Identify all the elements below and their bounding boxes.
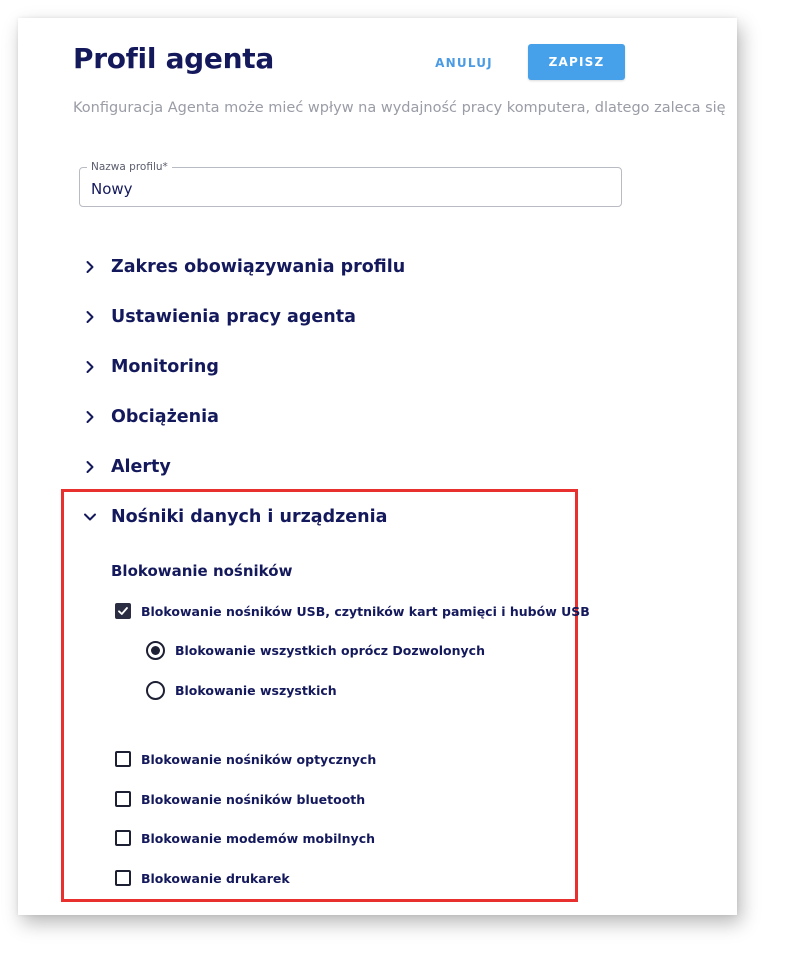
section-alerts[interactable] — [83, 452, 171, 482]
bluetooth-blocking-label: Blokowanie nośników bluetooth — [141, 791, 366, 807]
save-button[interactable]: ZAPISZ — [528, 44, 625, 80]
radio-block-all-except-allowed[interactable] — [146, 641, 485, 660]
usb-blocking-checkbox[interactable] — [115, 603, 590, 619]
section-label: Monitoring — [111, 357, 219, 377]
chevron-right-icon — [83, 410, 97, 424]
checkbox[interactable] — [115, 791, 131, 807]
optical-blocking-checkbox[interactable] — [115, 751, 376, 767]
agent-profile-panel — [18, 18, 737, 915]
profile-name-field[interactable] — [79, 161, 622, 207]
bluetooth-blocking-checkbox[interactable] — [115, 791, 365, 807]
chevron-right-icon — [83, 460, 97, 474]
checkbox-checked[interactable] — [115, 603, 131, 619]
section-loads[interactable] — [83, 402, 219, 432]
modem-blocking-label: Blokowanie modemów mobilnych — [141, 830, 375, 846]
section-label: Alerty — [111, 457, 171, 477]
printer-blocking-checkbox[interactable] — [115, 870, 290, 886]
section-media-devices[interactable] — [83, 502, 387, 532]
page-title: Profil agenta — [73, 42, 274, 75]
cancel-button[interactable]: ANULUJ — [418, 46, 510, 80]
radio-label: Blokowanie wszystkich oprócz Dozwolonych — [175, 643, 485, 658]
radio-label: Blokowanie wszystkich — [175, 683, 337, 698]
modem-blocking-checkbox[interactable] — [115, 830, 375, 846]
printer-blocking-label: Blokowanie drukarek — [141, 870, 290, 886]
optical-blocking-label: Blokowanie nośników optycznych — [141, 751, 377, 767]
checkbox[interactable] — [115, 830, 131, 846]
section-scope[interactable] — [83, 252, 405, 282]
section-monitoring[interactable] — [83, 352, 219, 382]
chevron-right-icon — [83, 310, 97, 324]
chevron-down-icon — [83, 510, 97, 524]
page-description: Konfiguracja Agenta może mieć wpływ na wydajność pracy komputera, dlatego zaleca się — [73, 100, 726, 116]
media-blocking-heading: Blokowanie nośników — [111, 562, 293, 580]
checkbox[interactable] — [115, 751, 131, 767]
radio-block-all[interactable] — [146, 681, 337, 700]
section-agent-settings[interactable] — [83, 302, 356, 332]
section-label: Ustawienia pracy agenta — [111, 307, 356, 327]
usb-blocking-label: Blokowanie nośników USB, czytników kart pamięci i hubów USB — [141, 603, 590, 619]
profile-name-input[interactable] — [91, 180, 591, 198]
section-label: Zakres obowiązywania profilu — [111, 257, 406, 277]
radio-button[interactable] — [146, 681, 165, 700]
radio-button-selected[interactable] — [146, 641, 165, 660]
section-label: Nośniki danych i urządzenia — [111, 507, 388, 527]
checkbox[interactable] — [115, 870, 131, 886]
section-label: Obciążenia — [111, 407, 219, 427]
profile-name-label: Nazwa profilu* — [87, 161, 172, 174]
chevron-right-icon — [83, 360, 97, 374]
checkmark-icon — [117, 605, 129, 617]
radio-dot — [151, 646, 160, 655]
chevron-right-icon — [83, 260, 97, 274]
